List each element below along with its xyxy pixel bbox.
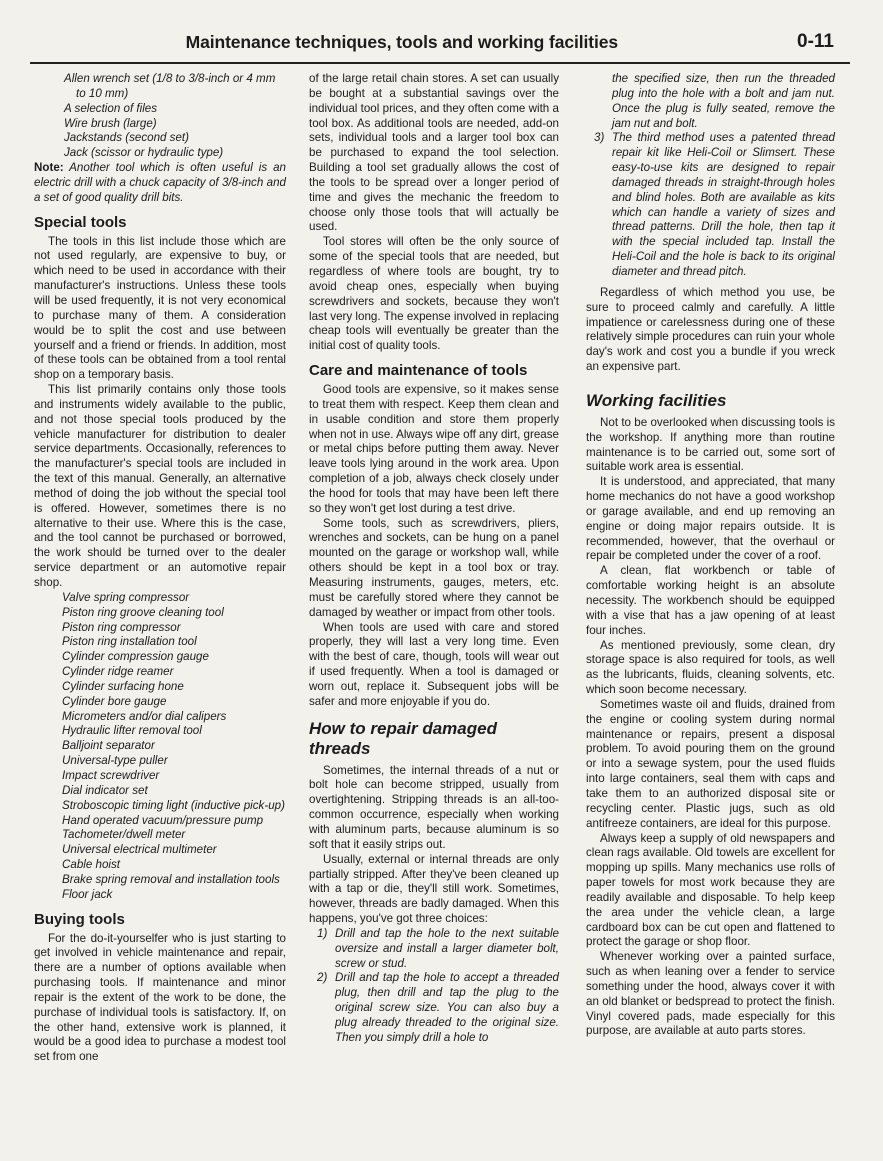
list-item: Tachometer/dwell meter [62,828,186,842]
paragraph: Whenever working over a painted surface, such as when leaning over a fender to service something under the hood, always cover it with an old blanket or bedspread to protect the finish. Vinyl covered pads, made especially for this purpose, are available at auto parts stores. [586,950,835,1038]
list-item: Piston ring compressor [62,620,181,634]
step-number: 3) [594,131,605,145]
note-text: Another tool which is often useful is an electric drill with a chuck capacity of 3/8-inch and a set of good quality drill bits. [34,161,286,204]
paragraph: For the do-it-yourselfer who is just starting to get involved in vehicle maintenance and repair, there are a number of options available when purchasing tools. If maintenance and minor repair is the extent of the work to be done, the purchase of individual tools is satisfactory. If, on the other hand, extensive work is planned, it would be a good idea to purchase a modest tool set from one [34,931,286,1064]
special-tool-list [34,591,286,903]
paragraph: This list primarily contains only those tools and instruments widely available to the public, and not those special tools produced by the vehicle manufacturer for distribution to dealer service departments. Occasionally, references to the manufacturer's special tools are included in the text of this manual. Generally, an alternative method of doing the job without the special tool is offered. However, sometimes there is no alternative to their use. Where this is the case, and the tool cannot be purchased or borrowed, the work should be turned over to the dealer service department or an automotive repair shop. [34,383,286,589]
step-text: Drill and tap the hole to the next suitable oversize and install a larger diameter bolt, screw or stud. [335,926,559,970]
list-item: Impact screwdriver [62,768,160,782]
list-item: Valve spring compressor [62,590,190,604]
column-1 [34,72,286,1065]
list-item: Hand operated vacuum/pressure pump [62,813,264,827]
list-item [309,927,559,972]
paragraph: Tool stores will often be the only source of some of the special tools that are needed, but regardless of where tools are bought, try to avoid cheap ones, especially when buying screwdrivers and sockets, because they won't last very long. The expense involved in replacing cheap tools will eventually be greater than the initial cost of quality tools. [309,235,559,353]
paragraph: The tools in this list include those which are not used regularly, are expensive to buy, or which need to be used in accordance with their manufacturer's instructions. Unless these tools will be used frequently, it is not very economical to purchase many of them. A consideration would be to split the cost and use between yourself and a friend or friends. In addition, most of these tools can be obtained from a tool rental shop on a temporary basis. [34,234,286,382]
paragraph: When tools are used with care and stored properly, they will last a very long time. Even with the best of care, though, tools will wear out if used frequently. When a tool is damaged or worn out, replace it. Subsequent jobs will be safer and more enjoyable if you do. [309,620,559,708]
list-item [586,72,835,131]
list-item: Piston ring installation tool [62,635,197,649]
step-number: 2) [317,971,328,985]
column-2 [309,72,559,1046]
list-item: Allen wrench set (1/8 to 3/8-inch or 4 mm to 10 mm) [64,72,276,100]
list-item: Dial indicator set [62,783,148,797]
list-item: Jack (scissor or hydraulic type) [64,146,224,160]
step-text: The third method uses a patented thread repair kit like Heli-Coil or Slimsert. These easy-to-use kits are designed to repair damaged threads in straight-through holes and blind holes. Both are available as kits which can handle a variety of sizes and thread patterns. Drill the hole, then tap it with the special included tap. Install the Heli-Coil and the hole is back to its original diameter and thread pitch. [612,131,835,278]
paragraph: As mentioned previously, some clean, dry storage space is also required for tools, as well as the lubricants, fluids, cleaning solvents, etc. which soon become necessary. [586,638,835,697]
step-number: 1) [317,926,328,940]
repair-threads-heading: How to repair damaged threads [309,718,497,758]
list-item: Piston ring groove cleaning tool [62,605,224,619]
paragraph: A clean, flat workbench or table of comfortable working height is an absolute necessity. The workbench should be equipped with a vise that has a jaw opening of at least four inches. [586,564,835,637]
column-3 [586,72,835,1039]
list-item: Cylinder ridge reamer [62,665,174,679]
paragraph: Always keep a supply of old newspapers and clean rags available. Old towels are excellent for mopping up spills. Many mechanics use rolls of paper towels for most work because they are readily available and disposable. To help keep the area under the vehicle clean, a large cardboard box can be cut open and flattened to protect the garage or shop floor. [586,831,835,949]
paragraph: of the large retail chain stores. A set can usually be bought at a substantial savings over the individual tool prices, and they often come with a tool box. As additional tools are needed, add-on sets, individual tools and a larger tool box can be purchased to expand the tool selection. Building a tool set gradually allows the cost of the tools to be spread over a longer period of time and gives the mechanic the freedom to choose only those tools that will actually be used. [309,72,559,234]
list-item: Cylinder surfacing hone [62,679,184,693]
paragraph: Regardless of which method you use, be sure to proceed calmly and carefully. A little impatience or carelessness during one of these relatively simple procedures can ruin your whole day's work and cost you a bundle if you wreck an expensive part. [586,285,835,374]
step-text: the specified size, then run the threaded plug into the hole with a bolt and jam nut. Once the plug is fully seated, remove the jam nut and bolt. [612,72,835,130]
list-item [586,131,835,279]
repair-methods-list [309,927,559,1046]
paragraph: Sometimes, the internal threads of a nut or bolt hole can become stripped, usually from overtightening. Stripping threads is an all-too-common occurrence, especially when working with aluminum parts, because aluminum is so soft that it easily strips out. [309,763,559,851]
list-item: Cable hoist [62,858,121,872]
page-number: 0-11 [797,31,834,52]
page-header [30,28,850,64]
list-item: Cylinder bore gauge [62,694,167,708]
list-item: Universal electrical multimeter [62,843,217,857]
list-item: Wire brush (large) [64,116,157,130]
buying-tools-heading: Buying tools [34,910,125,928]
paragraph: Usually, external or internal threads are only partially stripped. After they've been cleaned up with a tap or die, they'll still work. Sometimes, however, threads are badly damaged. When this happens, you've got three choices: [309,852,559,926]
list-item: Cylinder compression gauge [62,650,209,664]
list-item [309,971,559,1045]
list-item: Balljoint separator [62,739,155,753]
list-item: A selection of files [64,101,158,115]
note-label: Note: [34,161,64,175]
paragraph: Not to be overlooked when discussing tools is the workshop. If anything more than routine maintenance is to be carried out, some sort of suitable work area is essential. [586,415,835,474]
special-tools-heading: Special tools [34,213,127,231]
list-item: Brake spring removal and installation tools [62,872,280,886]
care-maintenance-heading: Care and maintenance of tools [309,362,528,380]
paragraph: Some tools, such as screwdrivers, pliers, wrenches and sockets, can be hung on a panel mounted on the garage or workshop wall, while others should be kept in a tool box or tray. Measuring instruments, gauges, meters, etc. must be carefully stored where they cannot be damaged by weather or impact from other tools. [309,516,559,619]
step-text: Drill and tap the hole to accept a threaded plug, then drill and tap the plug to the original screw size. You can also buy a plug already threaded to the original size. Then you simply drill a hole to [335,971,559,1044]
paragraph: Sometimes waste oil and fluids, drained from the engine or cooling system during normal maintenance or repairs, present a disposal problem. To avoid pouring them on the ground or into a sewage system, pour the used fluids into large containers, seal them with caps and take them to an authorized disposal site or recycling center. Plastic jugs, such as old antifreeze containers, are ideal for this purpose. [586,697,835,830]
paragraph: Good tools are expensive, so it makes sense to treat them with respect. Keep them clean and in usable condition and store them properly when not in use. Always wipe off any dirt, grease or metal chips before putting them away. Never leave tools lying around in the work area. Upon completion of a job, always check closely under the hood for tools that may have been left there so they won't get lost during a test drive. [309,383,559,515]
list-item: Hydraulic lifter removal tool [62,724,202,738]
working-facilities-heading: Working facilities [586,390,727,410]
page-title: Maintenance techniques, tools and working facilities [185,32,618,52]
list-item: Floor jack [62,887,113,901]
drill-note [34,161,286,206]
list-item: Micrometers and/or dial calipers [62,709,227,723]
paragraph: It is understood, and appreciated, that many home mechanics do not have a good workshop or garage available, and end up removing an engine or doing major repairs outside. It is recommended, however, that the overhaul or repair be completed under the cover of a roof. [586,475,835,563]
list-item: Stroboscopic timing light (inductive pick-up) [62,798,285,812]
list-item: Jackstands (second set) [64,131,190,145]
repair-methods-list-cont [586,72,835,280]
list-item: Universal-type puller [62,754,168,768]
basic-tool-list [34,72,286,161]
